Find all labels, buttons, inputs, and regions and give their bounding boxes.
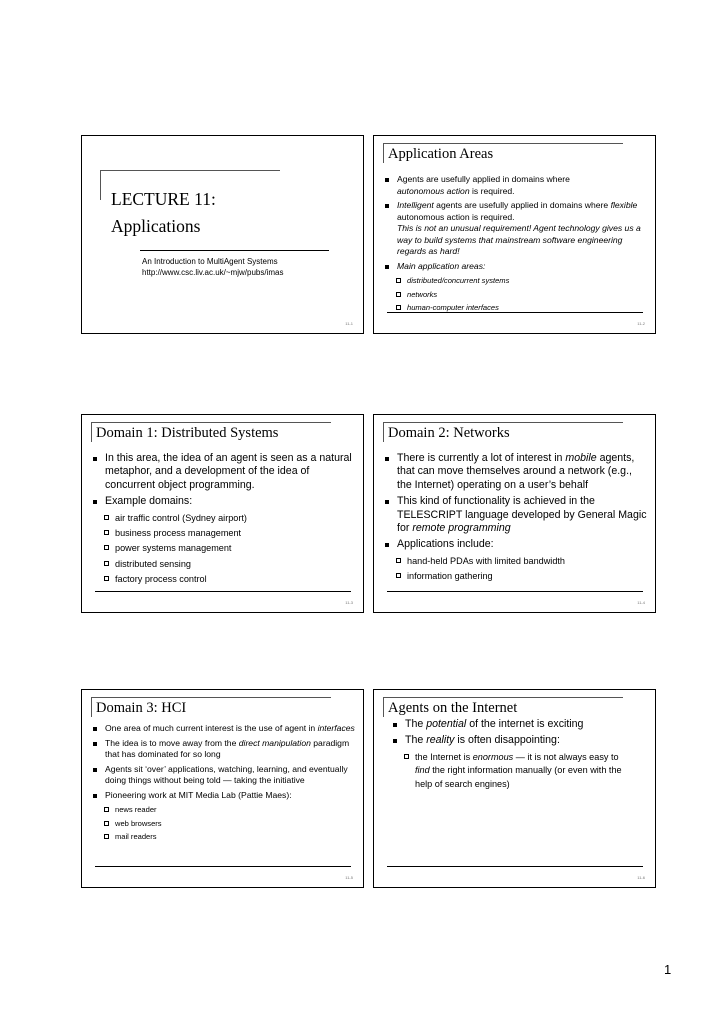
sub-bullet: factory process control <box>90 573 356 586</box>
bullet: Agents are usefully applied in domains where autonomous action is required. <box>382 174 648 197</box>
slide-title: Domain 2: Networks <box>388 425 510 441</box>
slide-2 <box>373 135 656 334</box>
slide-page-number: 11-2 <box>637 321 645 326</box>
slide-5 <box>81 689 364 888</box>
footer-line <box>387 591 643 592</box>
bullet: Example domains: <box>90 495 356 508</box>
slide-page-number: 11-6 <box>637 875 645 880</box>
sub-bullet: distributed/concurrent systems <box>382 275 648 287</box>
bullet: There is currently a lot of interest in mobile agents, that can move themselves around a network (e.g., the Internet) operating on a user’s behalf <box>382 452 648 492</box>
slide-title: Domain 1: Distributed Systems <box>96 425 279 441</box>
slide-title: Application Areas <box>388 146 494 162</box>
sub-bullet: news reader <box>90 804 356 816</box>
footer-line <box>387 866 643 867</box>
bullet: Main application areas: <box>382 261 648 273</box>
sub-bullet: power systems management <box>90 542 356 555</box>
divider <box>140 250 329 251</box>
slide-page-number: 11-1 <box>345 321 353 326</box>
bullet: The reality is often disappointing: <box>390 734 628 747</box>
sub-bullet: business process management <box>90 527 356 540</box>
sub-bullet: information gathering <box>382 570 648 583</box>
bullet: Applications include: <box>382 538 648 551</box>
slide-page-number: 11-4 <box>637 600 645 605</box>
slide-title: Domain 3: HCI <box>96 700 187 716</box>
footer-line <box>387 312 643 313</box>
footer-line <box>95 591 351 592</box>
sub-bullet: mail readers <box>90 831 356 843</box>
footer-line <box>95 866 351 867</box>
sub-bullet: distributed sensing <box>90 558 356 571</box>
slide-page-number: 11-3 <box>345 600 353 605</box>
bullet: One area of much current interest is the use of agent in interfaces <box>90 723 356 735</box>
bullet: This kind of functionality is achieved in the TELESCRIPT language developed by General Magic for remote programming <box>382 495 648 535</box>
page-number: 1 <box>664 962 672 977</box>
bullet: Agents sit ‘over’ applications, watching, learning, and eventually doing things without being told — taking the initiative <box>90 764 356 787</box>
sub-bullet: networks <box>382 289 648 301</box>
bullet: The potential of the internet is exciting <box>390 718 628 731</box>
slide-page-number: 11-5 <box>345 875 353 880</box>
slide-6 <box>373 689 656 888</box>
slide-3 <box>81 414 364 613</box>
bullet: Pioneering work at MIT Media Lab (Pattie Maes): <box>90 790 356 802</box>
bullet: The idea is to move away from the direct manipulation paradigm that has dominated for so long <box>90 738 356 761</box>
sub-bullet: hand-held PDAs with limited bandwidth <box>382 555 648 568</box>
sub-bullet: web browsers <box>90 818 356 830</box>
slide-1 <box>81 135 364 334</box>
slide-title: Agents on the Internet <box>388 700 518 716</box>
bullet-note: This is not an unusual requirement! Agent technology gives us a way to build systems that mainstream software engineering regards as hard! <box>397 223 641 256</box>
sub-bullet: human-computer interfaces <box>382 302 648 314</box>
lecture-subtitle: An Introduction to MultiAgent Systems http://www.csc.liv.ac.uk/~mjw/pubs/imas <box>142 257 284 277</box>
slide-4 <box>373 414 656 613</box>
sub-bullet: air traffic control (Sydney airport) <box>90 512 356 525</box>
bullet: Intelligent agents are usefully applied in domains where flexible autonomous action is required. This is not an unusual requirement! Agent technology gives us a way to build systems that mainstream software engineering regards as hard! <box>382 200 648 258</box>
bullet: In this area, the idea of an agent is seen as a natural metaphor, and a development of the idea of concurrent object programming. <box>90 452 356 492</box>
lecture-title: LECTURE 11: Applications <box>111 189 216 236</box>
sub-bullet: the Internet is enormous — it is not always easy to find the right information manually (or even with the help of search engines) <box>390 751 628 791</box>
